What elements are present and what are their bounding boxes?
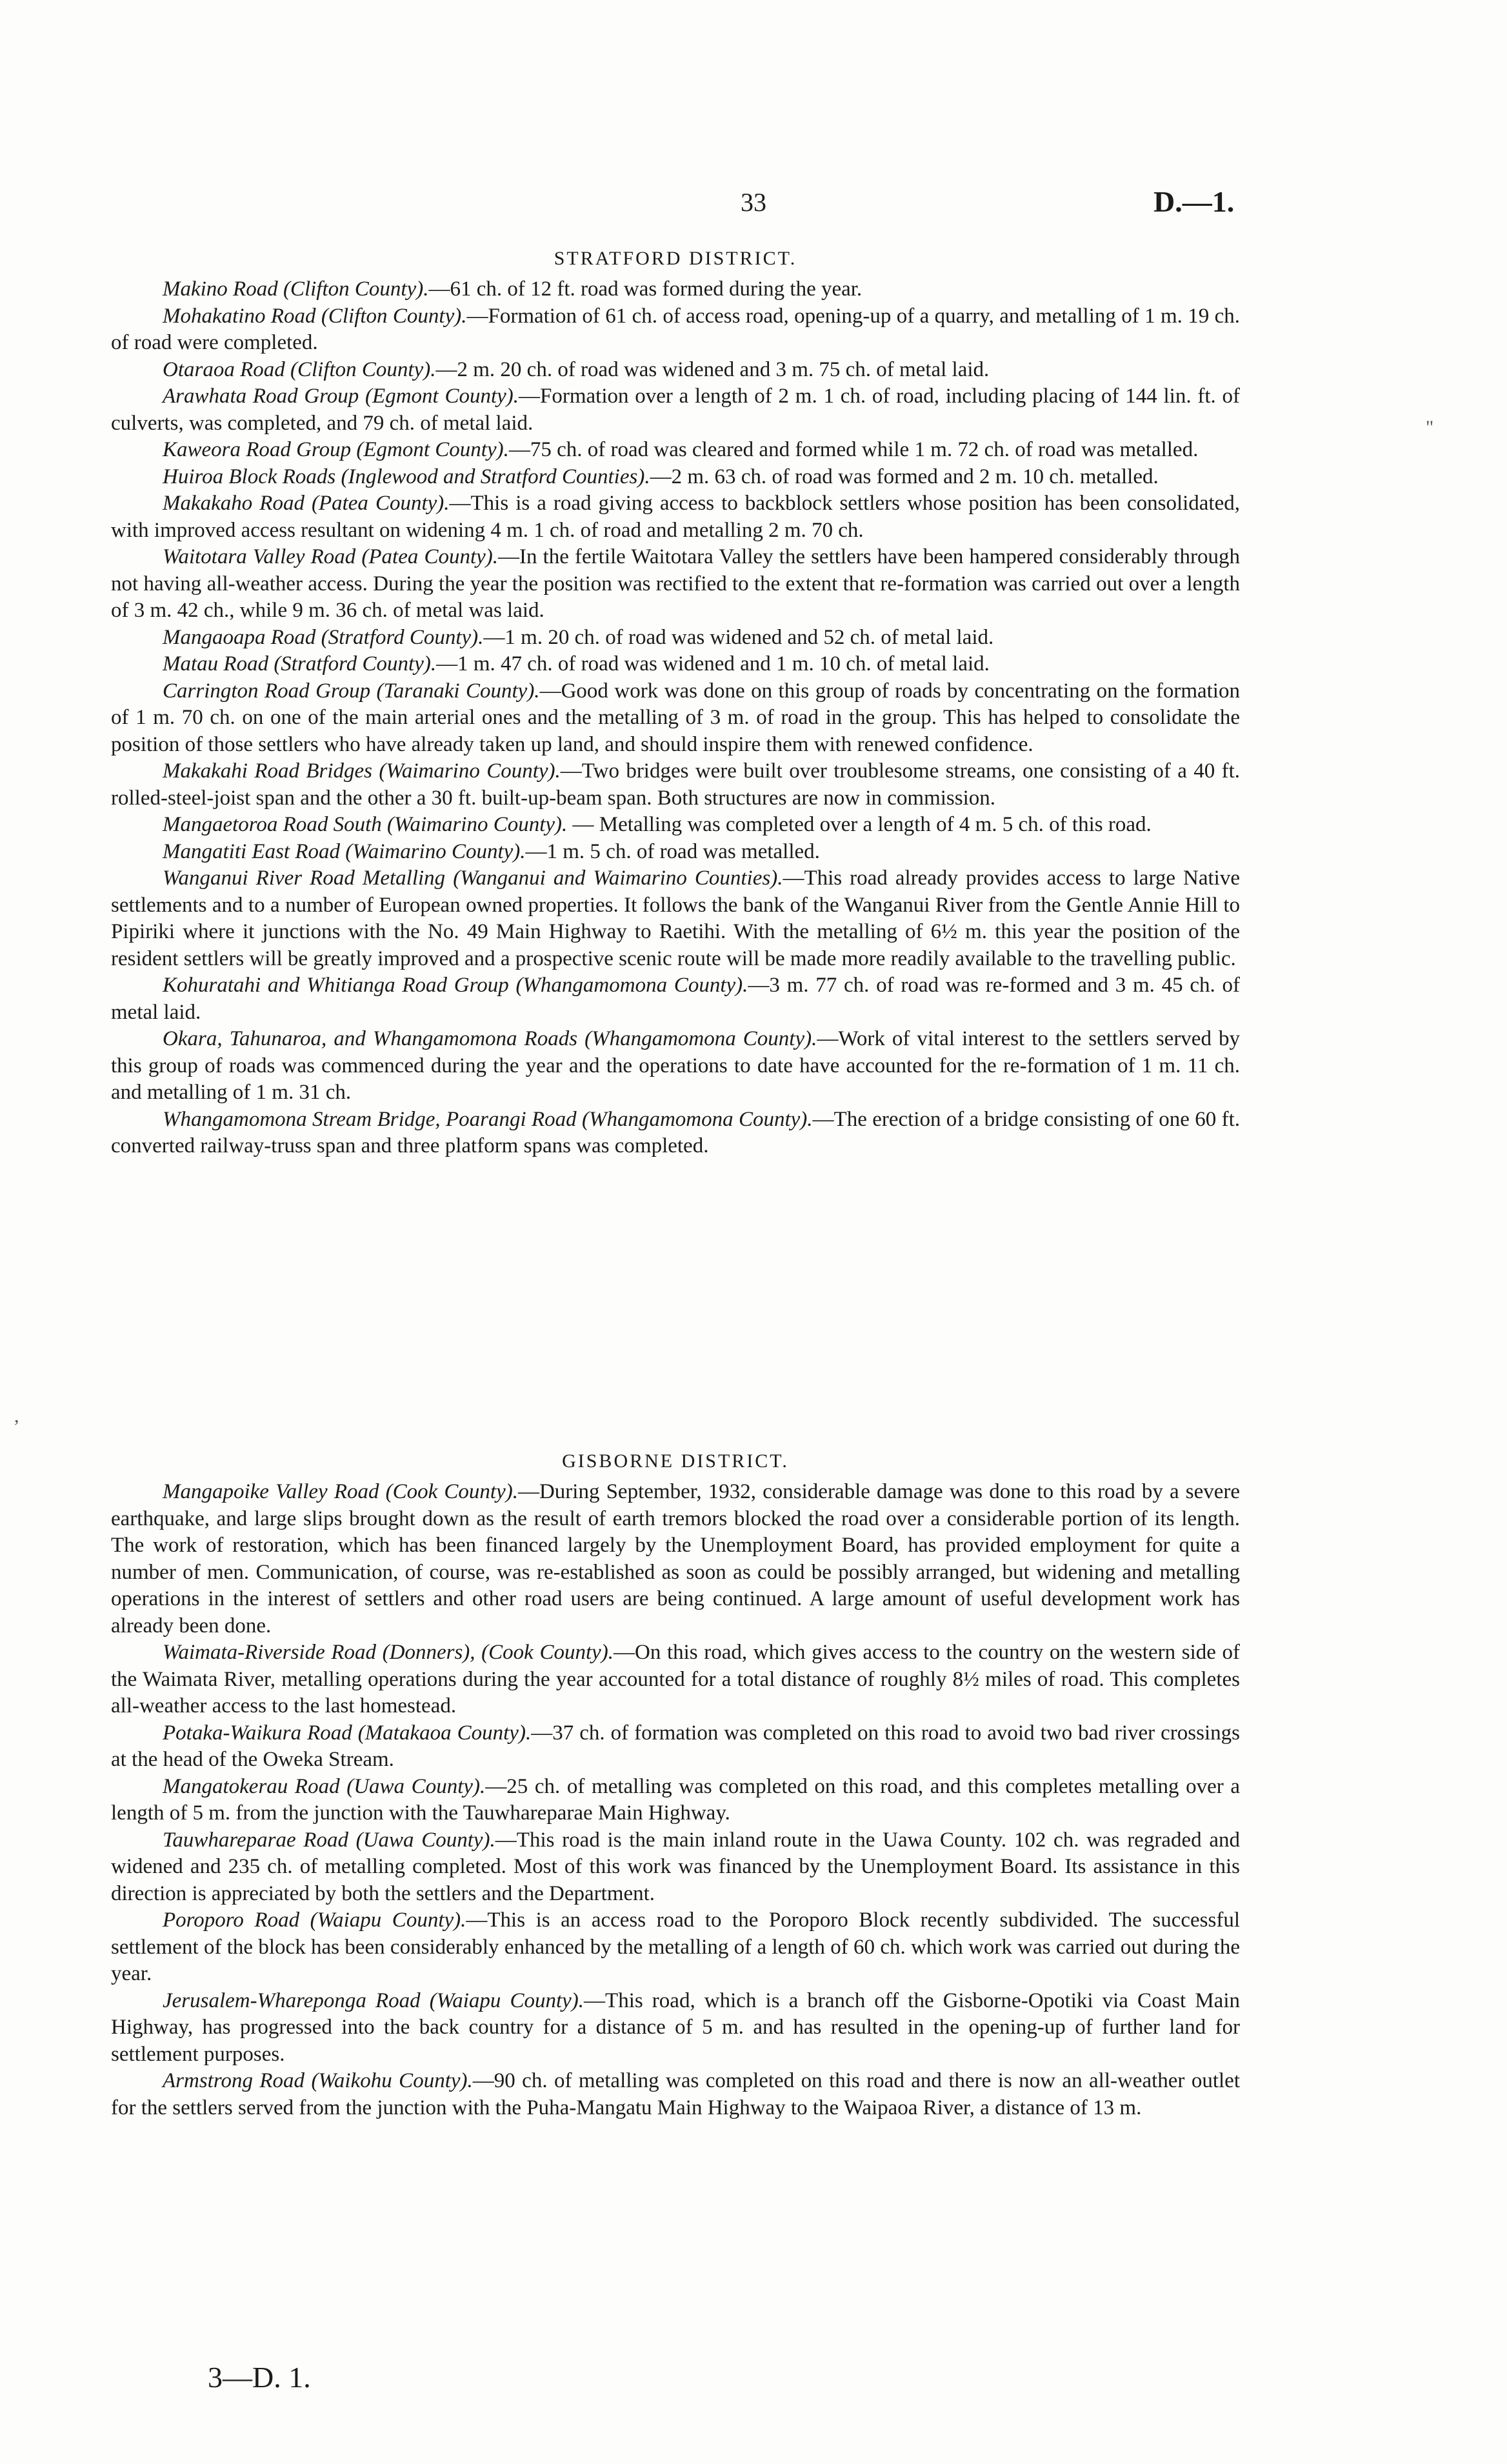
section-gisborne bbox=[111, 1450, 1240, 2121]
entry-title: Mohakatino Road (Clifton County). bbox=[163, 304, 467, 328]
entry-text: — Metalling was completed over a length of 4 m. 5 ch. of this road. bbox=[567, 813, 1152, 836]
margin-mark: " bbox=[1426, 417, 1434, 438]
entry-text: —This is a road giving access to backblock settlers whose position has been consolidated, with improved access resultant on widening 4 m. 1 ch. of road and metalling 2 m. 70 ch. bbox=[111, 492, 1240, 542]
entry-paragraph bbox=[111, 1988, 1240, 2068]
entry-title: Mangaoapa Road (Stratford County). bbox=[163, 625, 484, 649]
entry-paragraph bbox=[111, 839, 1240, 866]
entry-paragraph bbox=[111, 383, 1240, 437]
footer-code: 3—D. 1. bbox=[208, 2361, 311, 2394]
entry-paragraph bbox=[111, 1639, 1240, 1720]
page-number: 33 bbox=[741, 188, 766, 217]
entry-text: —This is an access road to the Poroporo Block recently subdivided. The successful settlement of the block has been considerably enhanced by the metalling of a length of 60 ch. which work was carried out during the year. bbox=[111, 1908, 1240, 1985]
entry-title: Otaraoa Road (Clifton County). bbox=[163, 357, 436, 381]
entry-text: —2 m. 63 ch. of road was formed and 2 m. 10 ch. metalled. bbox=[650, 465, 1159, 488]
entry-paragraph bbox=[111, 865, 1240, 972]
entry-title: Potaka-Waikura Road (Matakaoa County). bbox=[163, 1721, 532, 1745]
entry-title: Matau Road (Stratford County). bbox=[163, 652, 437, 676]
entry-paragraph bbox=[111, 972, 1240, 1026]
entry-title: Kohuratahi and Whitianga Road Group (Whangamomona County). bbox=[163, 974, 748, 997]
entry-text: —Good work was done on this group of roads by concentrating on the formation of 1 m. 70 ch. on one of the main arterial ones and the metalling of 3 m. of road in the group. This has helped to consolidate the position of those settlers who have already taken up land, and should inspire them with renewed confidence. bbox=[111, 679, 1240, 756]
entry-text: —This road, which is a branch off the Gisborne-Opotiki via Coast Main Highway, has progressed into the back country for a distance of 5 m. and has resulted in the opening-up of further land for settlement purposes. bbox=[111, 1988, 1240, 2066]
entry-text: —37 ch. of formation was completed on this road to avoid two bad river crossings at the head of the Oweka Stream. bbox=[111, 1721, 1240, 1771]
entry-text: —Formation over a length of 2 m. 1 ch. of road, including placing of 144 lin. ft. of culverts, was completed, and 79 ch. of metal laid. bbox=[111, 385, 1241, 435]
entry-text: —In the fertile Waitotara Valley the settlers have been hampered considerably through not having all-weather access. During the year the position was rectified to the extent that re-formation was carried out over a length of 3 m. 42 ch., while 9 m. 36 ch. of metal was laid. bbox=[111, 545, 1240, 622]
entry-paragraph bbox=[111, 1774, 1240, 1827]
entry-text: —On this road, which gives access to the country on the western side of the Waimata River, metalling operations during the year accounted for a total distance of roughly 8½ miles of road. This completes all-weather access to the last homestead. bbox=[111, 1641, 1241, 1718]
entry-title: Whangamomona Stream Bridge, Poarangi Road (Whangamomona County). bbox=[163, 1107, 813, 1131]
entry-text: —2 m. 20 ch. of road was widened and 3 m. 75 ch. of metal laid. bbox=[435, 357, 990, 381]
entry-title: Huiroa Block Roads (Inglewood and Stratford Counties). bbox=[163, 465, 650, 488]
entry-paragraph bbox=[111, 1827, 1240, 1908]
entry-text: —90 ch. of metalling was completed on this road and there is now an all-weather outlet for the settlers served from the junction with the Puha-Mangatu Main Highway to the Waipaoa River, a distance of 13 m. bbox=[111, 2069, 1240, 2119]
entry-title: Waimata-Riverside Road (Donners), (Cook County). bbox=[163, 1641, 614, 1664]
entry-text: —The erection of a bridge consisting of one 60 ft. converted railway-truss span and three platform spans was completed. bbox=[111, 1107, 1240, 1157]
entry-text: —25 ch. of metalling was completed on this road, and this completes metalling over a length of 5 m. from the junction with the Tauwhareparae Main Highway. bbox=[111, 1774, 1240, 1825]
entry-paragraph bbox=[111, 490, 1240, 544]
entry-title: Makakahi Road Bridges (Waimarino County). bbox=[163, 759, 561, 783]
entry-paragraph bbox=[111, 625, 1240, 652]
entry-title: Armstrong Road (Waikohu County). bbox=[163, 2069, 473, 2092]
entry-title: Mangatiti East Road (Waimarino County). bbox=[163, 839, 526, 863]
entry-list bbox=[111, 1479, 1240, 2121]
entry-title: Mangatokerau Road (Uawa County). bbox=[163, 1774, 486, 1798]
entry-title: Arawhata Road Group (Egmont County). bbox=[163, 385, 519, 408]
entry-text: —1 m. 5 ch. of road was metalled. bbox=[525, 839, 820, 863]
entry-paragraph bbox=[111, 437, 1240, 464]
entry-paragraph bbox=[111, 1720, 1240, 1774]
entry-list bbox=[111, 276, 1240, 1160]
entry-text: —During September, 1932, considerable damage was done to this road by a severe earthquake, and large slips brought down as the result of earth tremors blocked the road over a considerable portion of its length. The work of restoration, which has been financed largely by the Unemployment Board, has provided employment for quite a number of men. Communication, of course, was re-established as soon as could be possibly arranged, but widening and metalling operations in the interest of settlers and other road users are being continued. A large amount of useful development work has already been done. bbox=[111, 1480, 1241, 1638]
entry-title: Mangapoike Valley Road (Cook County). bbox=[163, 1480, 518, 1503]
entry-paragraph bbox=[111, 464, 1240, 491]
entry-title: Makakaho Road (Patea County). bbox=[163, 492, 450, 515]
section-stratford bbox=[111, 248, 1240, 1160]
entry-text: —Formation of 61 ch. of access road, opening-up of a quarry, and metalling of 1 m. 19 ch. of road were completed. bbox=[111, 304, 1241, 354]
entry-text: —Work of vital interest to the settlers served by this group of roads was commenced during the year and the operations to date have accounted for the re-formation of 1 m. 11 ch. and metalling of 1 m. 31 ch. bbox=[111, 1027, 1240, 1104]
entry-title: Poroporo Road (Waiapu County). bbox=[163, 1908, 466, 1932]
entry-title: Okara, Tahunaroa, and Whangamomona Roads (Whangamomona County). bbox=[163, 1027, 817, 1050]
entry-text: —1 m. 20 ch. of road was widened and 52 ch. of metal laid. bbox=[483, 625, 994, 649]
entry-paragraph bbox=[111, 1107, 1240, 1160]
entry-text: —This road already provides access to large Native settlements and to a number of European owned properties. It follows the bank of the Wanganui River from the Gentle Annie Hill to Pipiriki where it junctions with the No. 49 Main Highway to Raetihi. With the metalling of 6½ m. this year the position of the resident settlers will be greatly improved and a prospective scenic route will be made more readily available to the travelling public. bbox=[111, 866, 1240, 970]
entry-paragraph bbox=[111, 678, 1240, 759]
entry-paragraph bbox=[111, 1026, 1240, 1107]
entry-paragraph bbox=[111, 651, 1240, 678]
entry-title: Makino Road (Clifton County). bbox=[163, 277, 429, 301]
entry-title: Tauwhareparae Road (Uawa County). bbox=[163, 1828, 495, 1852]
entry-text: —1 m. 47 ch. of road was widened and 1 m. 10 ch. of metal laid. bbox=[436, 652, 990, 676]
entry-paragraph bbox=[111, 1907, 1240, 1988]
entry-title: Waitotara Valley Road (Patea County). bbox=[163, 545, 499, 568]
entry-paragraph bbox=[111, 544, 1240, 625]
entry-paragraph bbox=[111, 1479, 1240, 1639]
entry-title: Jerusalem-Whareponga Road (Waiapu County). bbox=[163, 1988, 584, 2012]
entry-title: Kaweora Road Group (Egmont County). bbox=[163, 438, 509, 461]
entry-title: Mangaetoroa Road South (Waimarino County). bbox=[163, 813, 568, 836]
section-heading: GISBORNE DISTRICT. bbox=[562, 1450, 789, 1472]
entry-title: Carrington Road Group (Taranaki County). bbox=[163, 679, 540, 703]
entry-paragraph bbox=[111, 303, 1240, 357]
margin-mark: , bbox=[14, 1405, 19, 1427]
entry-paragraph bbox=[111, 357, 1240, 384]
section-heading: STRATFORD DISTRICT. bbox=[554, 248, 797, 269]
entry-paragraph bbox=[111, 2068, 1240, 2121]
document-code: D.—1. bbox=[1153, 185, 1235, 218]
entry-paragraph bbox=[111, 276, 1240, 303]
entry-text: —75 ch. of road was cleared and formed while 1 m. 72 ch. of road was metalled. bbox=[508, 438, 1199, 461]
entry-text: —Two bridges were built over troublesome streams, one consisting of a 40 ft. rolled-steel-joist span and the other a 30 ft. built-up-beam span. Both structures are now in commission. bbox=[111, 759, 1240, 810]
entry-title: Wanganui River Road Metalling (Wanganui and Waimarino Counties). bbox=[163, 866, 783, 890]
entry-paragraph bbox=[111, 758, 1240, 812]
entry-paragraph bbox=[111, 812, 1240, 839]
entry-text: —3 m. 77 ch. of road was re-formed and 3 m. 45 ch. of metal laid. bbox=[111, 974, 1241, 1024]
entry-text: —61 ch. of 12 ft. road was formed during the year. bbox=[428, 277, 863, 301]
entry-text: —This road is the main inland route in the Uawa County. 102 ch. was regraded and widened and 235 ch. of metalling completed. Most of this work was financed by the Unemployment Board. Its assistance in this direction is appreciated by both the settlers and the Department. bbox=[111, 1828, 1240, 1905]
